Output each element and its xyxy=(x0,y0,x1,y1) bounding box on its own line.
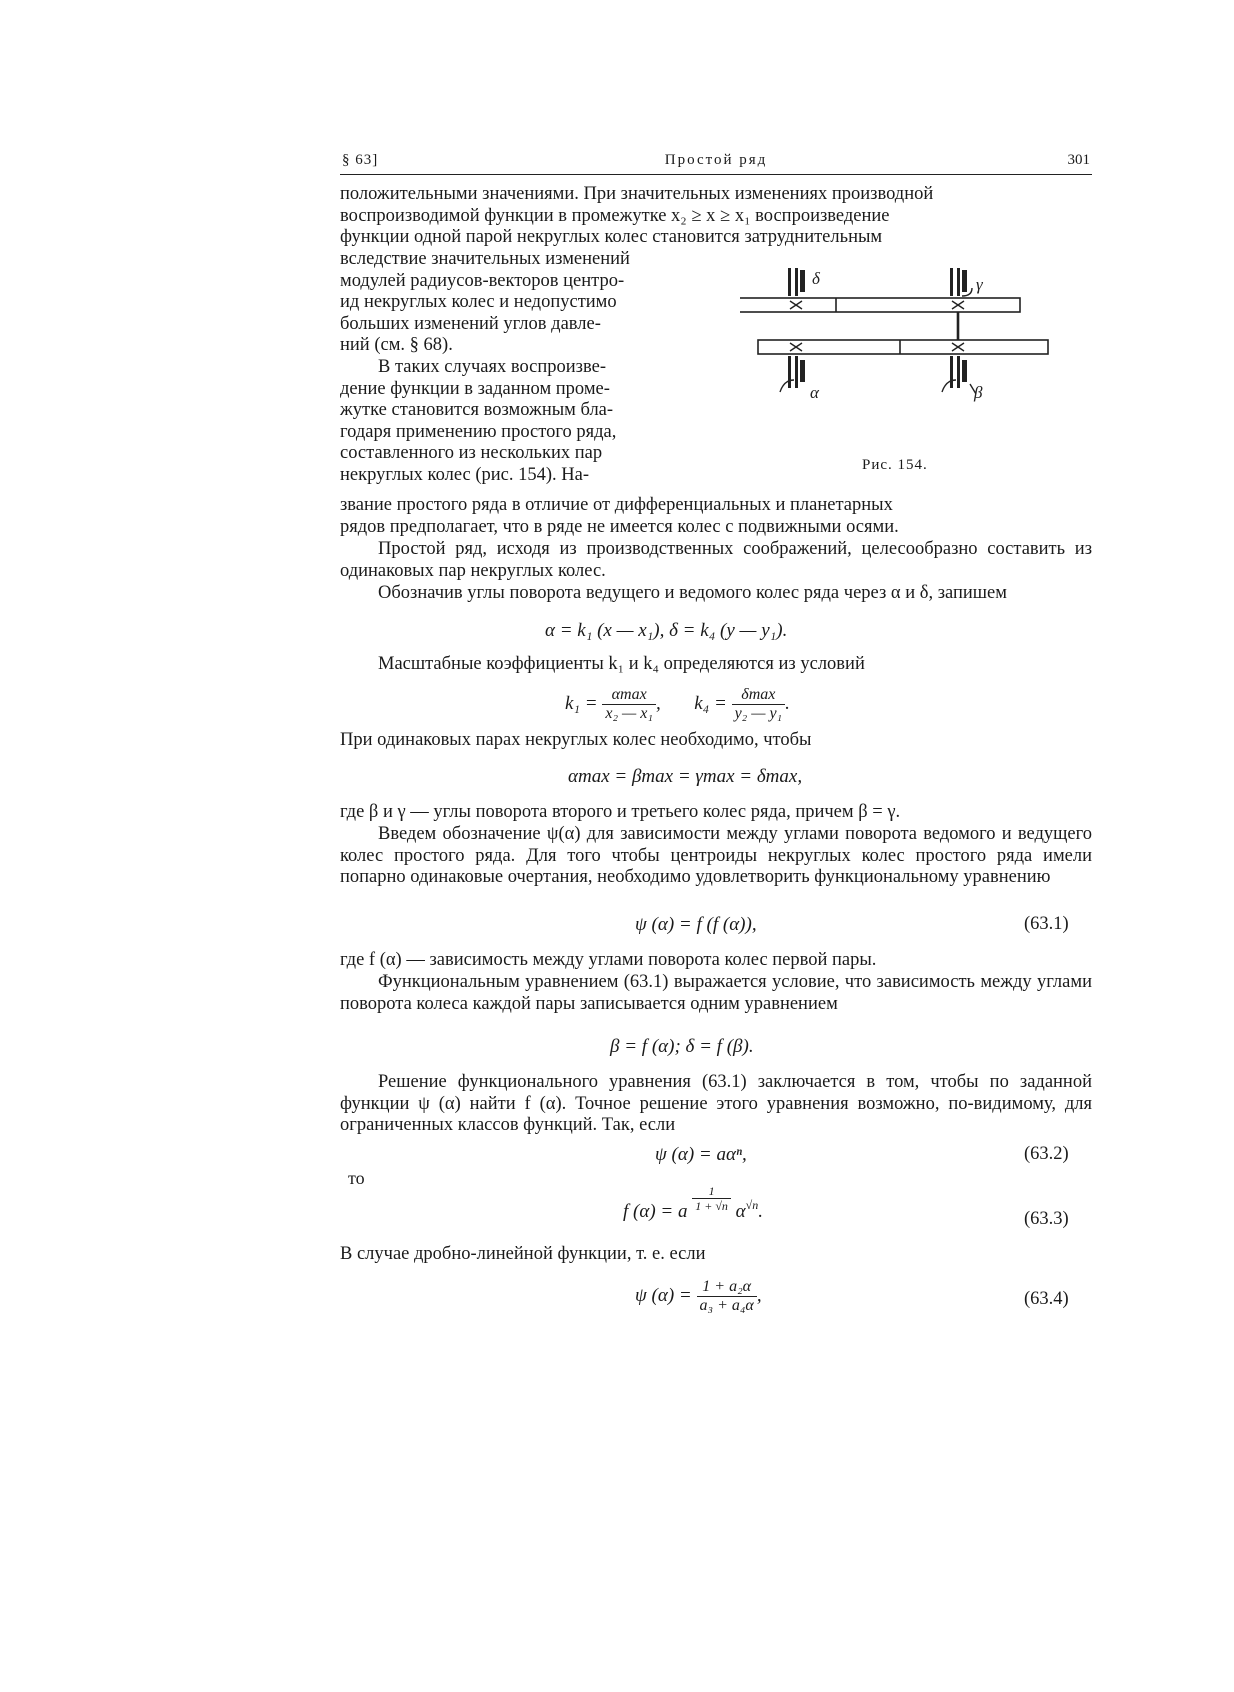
equation-max-angles: αmax = βmax = γmax = δmax, xyxy=(568,766,803,787)
paragraph-8: Введем обозначение ψ(α) для зависимости между углами поворота ведомого и ведущего колес простого ряда. Для того чтобы центроиды некруглых колес простого ряда имели попарно одинаковые очертания, необходимо удовлетворить функциональному уравнению xyxy=(340,824,1092,888)
equation-coefficients: k₁ = $\frac{\alpha\max}{\text{x₂ — x₁}}$ , k₄ = $\frac{\delta\max}{\text{y₂ — y₁}}$ . xyxy=(565,686,790,722)
paragraph-10: Функциональным уравнением (63.1) выражается условие, что зависимость между углами поворота колеса каждой пары записывается одним уравнением xyxy=(340,972,1092,1014)
k4-denominator: y₂ — y₁ xyxy=(734,705,783,722)
equation-63-3 xyxy=(623,1184,763,1228)
text-line: В таких случаях воспроизве- xyxy=(378,357,606,377)
paragraph-2-continued xyxy=(340,495,1092,538)
equation-63-1: ψ (α) = f (f (α)), xyxy=(635,914,757,935)
paragraph-4: Обозначив углы поворота ведущего и ведомого колес ряда через α и δ, запишем xyxy=(378,583,1007,603)
label-gamma: γ xyxy=(976,275,983,294)
k1-fraction xyxy=(602,686,656,723)
paragraph-12: В случае дробно-линейной функции, т. е. если xyxy=(340,1244,706,1264)
eq633-end: . xyxy=(758,1200,763,1222)
k1-denominator: x₂ — x₁ xyxy=(605,705,653,722)
equation-angles: α = k₁ (x — x₁), δ = k₄ (y — y₁). xyxy=(545,620,788,641)
equation-63-2: ψ (α) = aαⁿ, xyxy=(655,1144,747,1165)
mesh-mark xyxy=(790,343,802,351)
k4-numerator: δmax xyxy=(732,686,786,705)
text-line: ид некруглых колес и недопустимо xyxy=(340,292,617,313)
running-header xyxy=(340,152,1092,175)
mesh-mark xyxy=(790,301,802,309)
paragraph-2 xyxy=(340,357,690,487)
shaft-upper xyxy=(740,298,1020,312)
k1-lhs: k₁ = xyxy=(565,692,598,714)
text-line: вследствие значительных изменений xyxy=(340,249,630,269)
eq633-exp-numerator: 1 xyxy=(692,1184,731,1199)
paragraph-6: При одинаковых парах некруглых колес необходимо, чтобы xyxy=(340,730,812,750)
k4-fraction xyxy=(732,686,786,723)
text-line: воспроизводимой функции в промежутке x₂ ≥ x ≥ x₁ воспроизведение xyxy=(340,205,890,226)
eq634-fraction xyxy=(697,1278,757,1315)
text-line: дение функции в заданном проме- xyxy=(340,378,610,399)
paragraph-11: Решение функционального уравнения (63.1) заключается в том, чтобы по заданной функции ψ (α) найти f (α). Точное решение этого уравнения возможно, по-видимому, для ограниченных классов функций. Так, если xyxy=(340,1072,1092,1136)
eq634-lhs: ψ (α) = xyxy=(635,1284,692,1306)
paragraph-9: где f (α) — зависимость между углами поворота колес первой пары. xyxy=(340,950,877,970)
eq633-alpha: α xyxy=(735,1200,746,1222)
k1-numerator: αmax xyxy=(602,686,656,705)
text-line: составленного из нескольких пар xyxy=(340,443,603,464)
section-ref: § 63] xyxy=(342,152,379,168)
text-line: функции одной парой некруглых колес становится затруднительным xyxy=(340,227,883,248)
mesh-marks xyxy=(790,301,964,351)
text-line: модулей радиусов-векторов центро- xyxy=(340,270,625,291)
text-line: некруглых колес (рис. 154). На- xyxy=(340,464,590,485)
paragraph-1 xyxy=(340,184,1092,249)
paragraph-1-continued xyxy=(340,249,690,357)
paragraph-7: где β и γ — углы поворота второго и третьего колес ряда, причем β = γ. xyxy=(340,802,901,822)
equation-number-63-3: (63.3) xyxy=(1024,1209,1069,1229)
equation-number-63-2: (63.2) xyxy=(1024,1144,1069,1164)
label-alpha: α xyxy=(810,383,819,402)
text-line: ний (см. § 68). xyxy=(340,335,453,356)
figure-caption: Рис. 154. xyxy=(862,457,928,473)
eq634-denominator: a₃ + a₄α xyxy=(699,1297,754,1314)
eq633-exponent xyxy=(692,1184,731,1213)
rotation-arrows xyxy=(780,288,976,394)
paragraph-5: Масштабные коэффициенты k₁ и k₄ определяются из условий xyxy=(378,654,865,674)
eq634-numerator: 1 + a₂α xyxy=(697,1278,757,1297)
shaft-lower xyxy=(758,340,1048,354)
eq633-power: √n xyxy=(745,1197,759,1212)
text-line: годаря применению простого ряда, xyxy=(340,421,617,442)
figure-154-gear-train xyxy=(740,268,1060,418)
label-beta: β xyxy=(974,383,983,402)
text-line: рядов предполагает, что в ряде не имеется колес с подвижными осями. xyxy=(340,516,899,537)
header-title: Простой ряд xyxy=(664,152,768,168)
label-delta: δ xyxy=(812,269,820,288)
eq633-lhs: f (α) = a xyxy=(623,1200,688,1222)
eq633-exp-denominator: 1 + √n xyxy=(695,1199,728,1213)
k4-lhs: k₄ = xyxy=(694,692,727,714)
mesh-mark xyxy=(952,343,964,351)
equation-beta-delta: β = f (α); δ = f (β). xyxy=(610,1036,754,1057)
text-line: жутке становится возможным бла- xyxy=(340,400,614,421)
text-line: положительными значениями. При значительных изменениях производной xyxy=(340,184,934,204)
equation-number-63-1: (63.1) xyxy=(1024,914,1069,934)
text-line: больших изменений углов давле- xyxy=(340,313,601,334)
mesh-mark xyxy=(952,301,964,309)
eq634-end: , xyxy=(756,1284,762,1306)
word-then: то xyxy=(348,1168,365,1188)
paragraph-3: Простой ряд, исходя из производственных соображений, целесообразно составить из одинаковых пар некруглых колес. xyxy=(340,539,1092,581)
equation-63-4 xyxy=(635,1278,762,1315)
equation-number-63-4: (63.4) xyxy=(1024,1289,1069,1309)
page-number: 301 xyxy=(1067,152,1090,168)
text-line: звание простого ряда в отличие от дифференциальных и планетарных xyxy=(340,495,893,515)
